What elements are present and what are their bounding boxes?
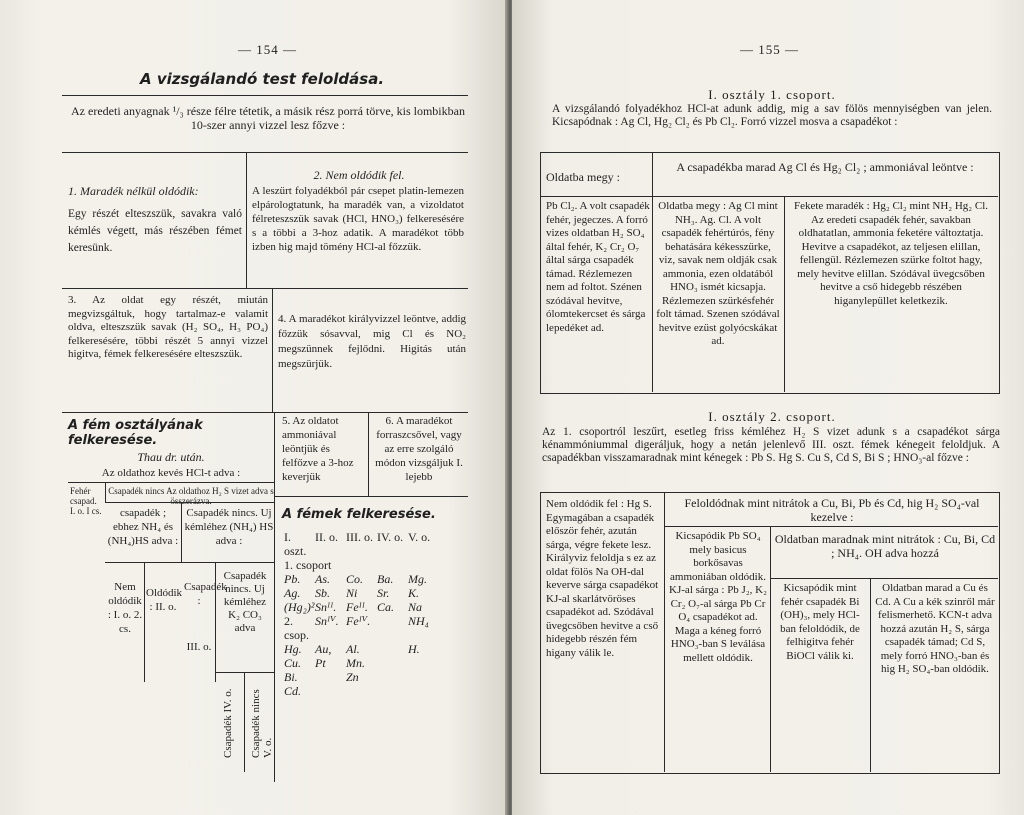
table2-col2: Kicsapódik Pb SO₄ mely basicus borkősavas ammoniában oldódik. KJ-al sárga : Pb J₂, K₂ Cr₂ O₇-al sárga Pb Cr O₄ csapadékot ad. Maga a kéneg forró HNO₃-ban S leválása mellett oldódik. [669,530,767,664]
page-number: — 154 — [238,42,297,57]
rule [105,502,274,503]
rule [105,562,274,563]
metal: As. [315,572,330,586]
metal: Ba. [377,572,394,586]
nem-oldodik: Nem oldódik : I. o. 2. cs. [107,581,143,635]
metal [377,614,408,642]
metal: Hg. [284,642,302,656]
rule [144,562,145,682]
rule [664,526,998,527]
rule [68,482,274,483]
metal [315,684,346,698]
table1-col2: Oldatba megy : Ag Cl mint NH₃. Ag. Cl. A volt csapadék fehértúrós, fény behatására kékesszürke, viz, savak nem oldják csak ammonia, ezen oldatából HNO₃ ismét kicsapja. Rézlemezen szürkésfehér folt támad. Szenen szódával hevitve ezüst golyócskákat ad. [656,200,780,347]
rule [368,412,369,496]
csapadek-label: Csapadék : [184,581,227,607]
table2-col1: Nem oldódik fel : Hg S. Egymagában a csapadék először fehér, azután sárga, végre fekete lesz. Királyviz feloldja s ez az oldat fölös Na OH-dal keverve sárga csapadékot KJ-al skarlátvöröses csapadékot ad. Szódával üvegcsőben hevitve a cső hidegebb részén fém higany válik le. [546,498,659,659]
rule [664,492,665,772]
metal [377,656,408,670]
table1-col3: Fekete maradék : Hg₂ Cl₂ mint NH₂ Hg₂ Cl. Az eredeti csapadék fehér, savakban oldhatatlan, ammonia feketére változtatja. Hevitve a csapadékot, az teljesen elillan, fellengül. Rézlemezen szürke foltot hagy, mely hevitve elillan. Szódával üvegcsőben hevitve a cső hidegebb részében higanylepüllet keletkezik. [793,200,989,307]
metal: Pt [315,656,326,670]
rule [652,196,653,392]
rule [62,95,468,96]
table2-col4: Oldatban marad a Cu és Cd. A Cu a kék szinről már felismerhető. KCN-t adva hozzá azután H₂ S, sárga csapadék támad; Cd S, mely forró HNO₃-ban és hig H₂ SO₄-ban oldódik. [875,582,995,675]
subsection-title: A fém osztályának felkeresése. [68,418,203,448]
table2-right-top: Oldatban maradnak mint nitrátok : Cu, Bi, Cd ; NH₄. OH adva hozzá [774,532,996,560]
case1-body: Egy részét elteszszük, savakra való kémlés végett, más részében fémet keresünk. [68,208,242,254]
metal: Feᴵᴵ. [346,600,368,614]
rule [181,502,182,562]
section-title: A vizsgálandó test feloldása. [140,70,385,88]
subsection-note: Az oldathoz kevés HCl-t adva : [101,467,241,479]
metal: Al. [346,642,360,656]
oldodik: Oldódik : II. o. [146,587,183,613]
metals-row [284,586,439,600]
metals-row [284,614,439,642]
case6-body: 6. A maradékot forraszcsővel, vagy az erre szolgáló módon vizsgáljuk I. lejebb [375,415,463,483]
caption-a: csapadék ; ebhez NH₄ és (NH₄)HS adva : [107,507,179,547]
metal [377,684,408,698]
rule [540,196,998,197]
tiny-left: Fehér csapad. I. o. I cs. [70,486,102,516]
metals-row [284,656,439,670]
group1-title: I. osztály 1. csoport. [708,87,836,102]
metal: NH₄ [408,614,429,628]
table1-right-head: A csapadékba marad Ag Cl és Hg₂ Cl₂ ; ammoniával leöntve : [676,160,974,174]
metal [408,684,439,698]
rule [272,288,273,412]
group-label: 1. csoport [284,558,332,572]
metal: Mg. [408,572,427,586]
metal [315,670,346,684]
rule [274,412,275,782]
metal: K. [408,586,420,600]
case2-head: 2. Nem oldódik fel. [313,168,405,182]
case1-head: 1. Maradék nélkül oldódik: [68,184,199,198]
metal: Sr. [377,586,390,600]
group-label: 2. csop. [284,614,309,642]
page-number: — 155 — [740,42,799,57]
metal: Mn. [346,656,365,670]
case2-body: A leszürt folyadékból pár csepet platin-lemezen elpárologtatunk, ha maradék van, a vizoldatot félreteszszük savak (HCl, HNO₃) felkeresésére s a többi a 3-hoz adatik. A maradékot több izben hig majd tömény HCl-al főzzük. [252,185,464,253]
metal: Feᴵⱽ. [346,614,371,628]
caption-b: Csapadék nincs. Uj kémléhez (NH₄) HS adva : [184,507,274,547]
metal: Ni [346,586,358,600]
metal [346,684,377,698]
rule [62,412,468,413]
case3-body: 3. Az oldat egy részét, miután megvizsgáltuk, hogy tartalmaz-e valamit oldva, elteszszük savak (H₂ SO₄, H₃ PO₄) felkeresésére, többi részét 5 annyi vizzel higitva, fémek felkeresésére elteszszük. [68,294,268,360]
class-header: I. oszt. [284,530,307,558]
right-page [512,0,1024,815]
metal [408,670,439,684]
group1-intro: A vizsgálandó folyadékhoz HCl-at adunk addig, mig a sav fölös mennyiségben van jelen. Kicsapódnak : Ag Cl, Hg₂ Cl₂ és Pb Cl₂. Forró vizzel mosva a csapadékot : [552,103,992,128]
metals-row [284,600,439,614]
rule [652,152,653,196]
metal: Zn [346,670,359,684]
metal: (Hg₂)² [284,600,315,614]
group2-title: I. osztály 2. csoport. [708,409,836,424]
group2-intro: Az 1. csoportról leszűrt, esetleg friss kémléhez H₂ S vizet adunk s a csapadékot sárga kénammóniummal digeráljuk, hogy a netán jelenlevő III. oszt. fémek kénegeit feloldjuk. A csapadékban visszamaradnak mint kénegek : Pb S. Hg S. Cu S, Cd S, Bi S ; HNO₃-al főzve : [542,426,1000,464]
metal [377,642,408,656]
metals-row [284,670,439,684]
metal: Sb. [315,586,330,600]
rule [246,152,247,288]
rule [274,496,468,497]
table2-col3: Kicsapódik mint fehér csapadék Bi (OH)₃, mely HCl-ban feloldódik, de felhigitva fehér BiOCl válik ki. [780,582,860,662]
vertical-label-iv: Csapadék IV. o. [222,688,234,758]
metals-row [284,642,439,656]
left-page [0,0,508,815]
metal: Co. [346,572,364,586]
case5-body: 5. Az oldatot ammoniával leöntjük és felfőzve a 3-hoz keverjük [282,415,354,483]
rule [770,578,998,579]
class-header: III. o. [346,530,373,544]
class-header: IV. o. [377,530,404,544]
metals-title: A fémek felkeresése. [282,507,436,522]
subsection-subtitle: Thau dr. után. [137,450,205,464]
metal: Na [408,600,423,614]
table1-col1: Pb Cl₂. A volt csapadék fehér, jegeczes. A forró vizes oldatban H₂ SO₄ által fehér, K₂ Cr₂ O₇ által sárga csapadék támad. Rézlemezen nem ad foltot. Szénen szódával hevitve, ólomtekercset és sárga lepedéket ad. [546,200,650,334]
rule [62,288,468,289]
table2-top: Feloldódnak mint nitrátok a Cu, Bi, Pb és Cd, hig H₂ SO₄-val kezelve : [684,496,980,524]
case4-body: 4. A maradékot királyvizzel leöntve, addig főzzük sósavval, mig Cl és NO₂ megszünnek fejlődni. Higitás után megszürjük. [278,313,466,370]
vertical-label-v: Csapadék nincs V. o. [250,689,274,758]
metal: Snᴵⱽ. [315,614,339,628]
rule [784,196,785,392]
metals-header [284,530,439,558]
rule [770,526,771,772]
metals-table [284,530,439,698]
metal: Pb. [284,572,301,586]
rule [62,152,468,153]
tiny-mid: Csapadék nincs Az oldathoz H₂ S vizet adva s összerázva. [108,486,274,506]
metal [408,656,439,670]
metal: Ca. [377,600,395,614]
rule [105,482,106,502]
class-header: V. o. [408,530,431,544]
metal: Cd. [284,684,302,698]
rule [215,562,216,682]
metals-row [284,684,439,698]
table1-left-head: Oldatba megy : [546,170,620,184]
metal: H. [408,642,420,656]
metals-row [284,572,439,586]
metal [377,670,408,684]
metal: Au, [315,642,332,656]
rule [870,578,871,772]
class-iii: III. o. [186,641,212,653]
csapadek-nincs: Csapadék nincs. Uj kémléhez K₂ CO₃ adva [223,570,267,634]
class-header: II. o. [315,530,338,544]
metal: Bi. [284,670,298,684]
metal: Ag. [284,586,301,600]
rule [244,672,245,772]
metal: Cu. [284,656,302,670]
metals-row [284,558,439,572]
intro-text: Az eredeti anyagnak ¹/₃ része félre tétetik, a másik rész porrá törve, kis lombikban 10-szer annyi vizzel lesz főzve : [71,104,465,132]
metal: Snᴵᴵ. [315,600,337,614]
